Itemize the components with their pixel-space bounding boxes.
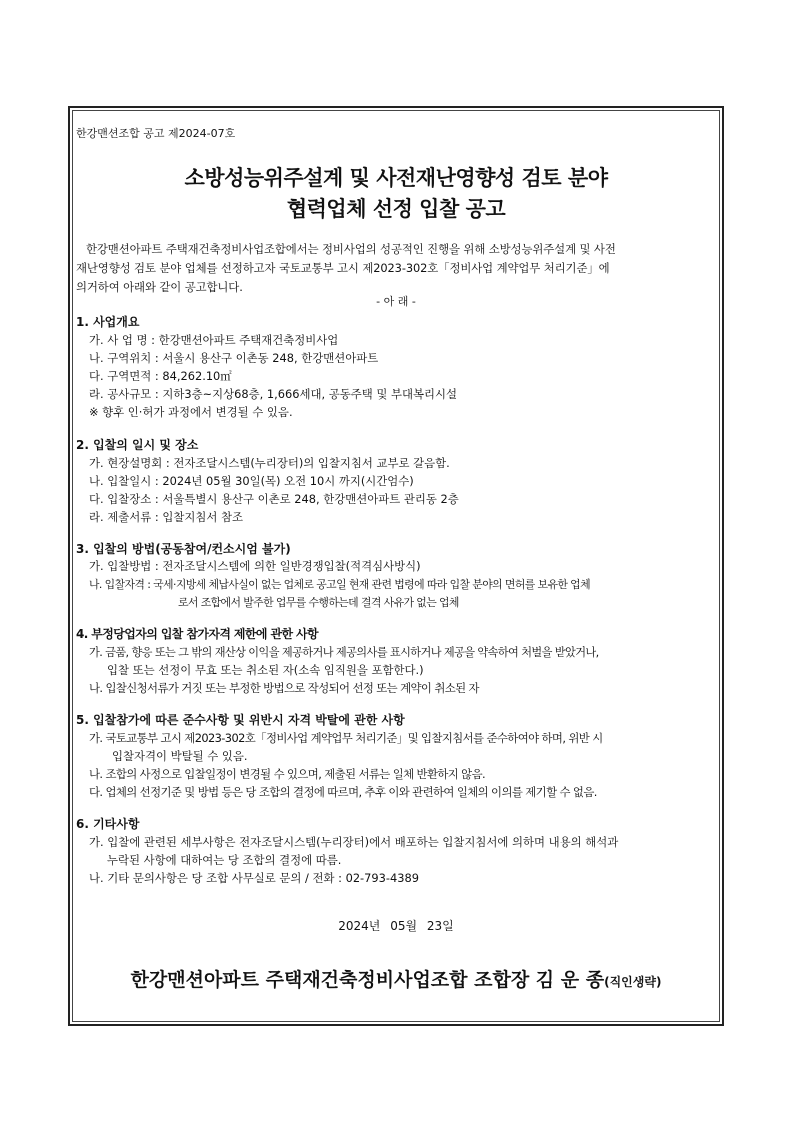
section-5-item: 가. 국토교통부 고시 제2023-302호「정비사업 계약업무 처리기준」및 입찰지침서를 준수하여야 하며, 위반 시 [89, 731, 603, 745]
section-1-item: 가. 사 업 명 : 한강맨션아파트 주택재건축정비사업 [89, 333, 339, 347]
title-line-1: 소방성능위주설계 및 사전재난영향성 검토 분야 [184, 166, 608, 190]
section-1-item: 라. 공사규모 : 지하3층~지상68층, 1,666세대, 공동주택 및 부대복리시설 [89, 387, 458, 401]
section-3-heading: 3. 입찰의 방법(공동참여/컨소시엄 불가) [76, 542, 291, 556]
section-4-item: 가. 금품, 향응 또는 그 밖의 재산상 이익을 제공하거나 제공의사를 표시하거나 제공을 약속하여 처벌을 받았거나, [89, 646, 599, 659]
intro-line: 재난영향성 검토 분야 업체를 선정하고자 국토교통부 고시 제2023-302호「정비사업 계약업무 처리기준」에 [76, 261, 610, 275]
section-6-item-cont: 누락된 사항에 대하여는 당 조합의 결정에 따름. [107, 853, 342, 867]
notice-number: 한강맨션조합 공고 제2024-07호 [76, 127, 236, 140]
section-1-item: 나. 구역위치 : 서울시 용산구 이촌동 248, 한강맨션아파트 [89, 351, 379, 365]
section-6-heading: 6. 기타사항 [76, 817, 140, 831]
section-2-item: 다. 입찰장소 : 서울특별시 용산구 이촌로 248, 한강맨션아파트 관리동 2층 [89, 492, 459, 506]
notice-date: 2024년 05월 23일 [338, 919, 454, 933]
section-6-item: 가. 입찰에 관련된 세부사항은 전자조달시스템(누리장터)에서 배포하는 입찰지침서에 의하며 내용의 해석과 [89, 835, 619, 849]
section-2-item: 나. 입찰일시 : 2024년 05월 30일(목) 오전 10시 까지(시간엄수) [89, 474, 414, 488]
signature-text: 한강맨션아파트 주택재건축정비사업조합 조합장 김 운 종 [130, 969, 605, 991]
intro-line: 한강맨션아파트 주택재건축정비사업조합에서는 정비사업의 성공적인 진행을 위해 소방성능위주설계 및 사전 [86, 242, 616, 256]
section-3-item: 나. 입찰자격 : 국세·지방세 체납사실이 없는 업체로 공고일 현재 관련 법령에 따라 입찰 분야의 면허를 보유한 업체 [89, 578, 591, 591]
section-2-heading: 2. 입찰의 일시 및 장소 [76, 438, 199, 452]
section-1-item: 다. 구역면적 : 84,262.10㎡ [89, 369, 232, 383]
intro-line: 의거하여 아래와 같이 공고합니다. [76, 280, 243, 294]
section-1-note: ※ 향후 인·허가 과정에서 변경될 수 있음. [89, 405, 293, 419]
section-3-item: 가. 입찰방법 : 전자조달시스템에 의한 일반경쟁입찰(적격심사방식) [89, 559, 421, 573]
section-4-item: 나. 입찰신청서류가 거짓 또는 부정한 방법으로 작성되어 선정 또는 계약이 취소된 자 [89, 681, 479, 695]
section-6-item: 나. 기타 문의사항은 당 조합 사무실로 문의 / 전화 : 02-793-4389 [89, 871, 420, 885]
section-4-heading: 4. 부정당업자의 입찰 참가자격 제한에 관한 사항 [76, 627, 319, 641]
section-1-heading: 1. 사업개요 [76, 315, 140, 329]
signature-line [72, 965, 720, 992]
seal-note: (직인생략) [604, 975, 662, 989]
section-2-item: 라. 제출서류 : 입찰지침서 참조 [89, 510, 243, 524]
section-3-item-cont: 로서 조합에서 발주한 업무를 수행하는데 결격 사유가 없는 업체 [178, 596, 459, 609]
section-5-heading: 5. 입찰참가에 따른 준수사항 및 위반시 자격 박탈에 관한 사항 [76, 713, 405, 727]
section-5-item-cont: 입찰자격이 박탈될 수 있음. [112, 749, 248, 763]
section-5-item: 나. 조합의 사정으로 입찰일정이 변경될 수 있으며, 제출된 서류는 일체 반환하지 않음. [89, 767, 486, 781]
title-line-2: 협력업체 선정 입찰 공고 [286, 197, 506, 221]
intro-paragraph [76, 240, 722, 297]
below-marker: - 아 래 - [376, 295, 416, 308]
section-5-item: 다. 업체의 선정기준 및 방법 등은 당 조합의 결정에 따르며, 추후 이와 관련하여 일체의 이의를 제기할 수 없음. [89, 785, 597, 799]
section-4-item-cont: 입찰 또는 선정이 무효 또는 취소된 자(소속 임직원을 포함한다.) [107, 663, 424, 677]
section-2-item: 가. 현장설명회 : 전자조달시스템(누리장터)의 입찰지침서 교부로 갈음함. [89, 456, 450, 470]
